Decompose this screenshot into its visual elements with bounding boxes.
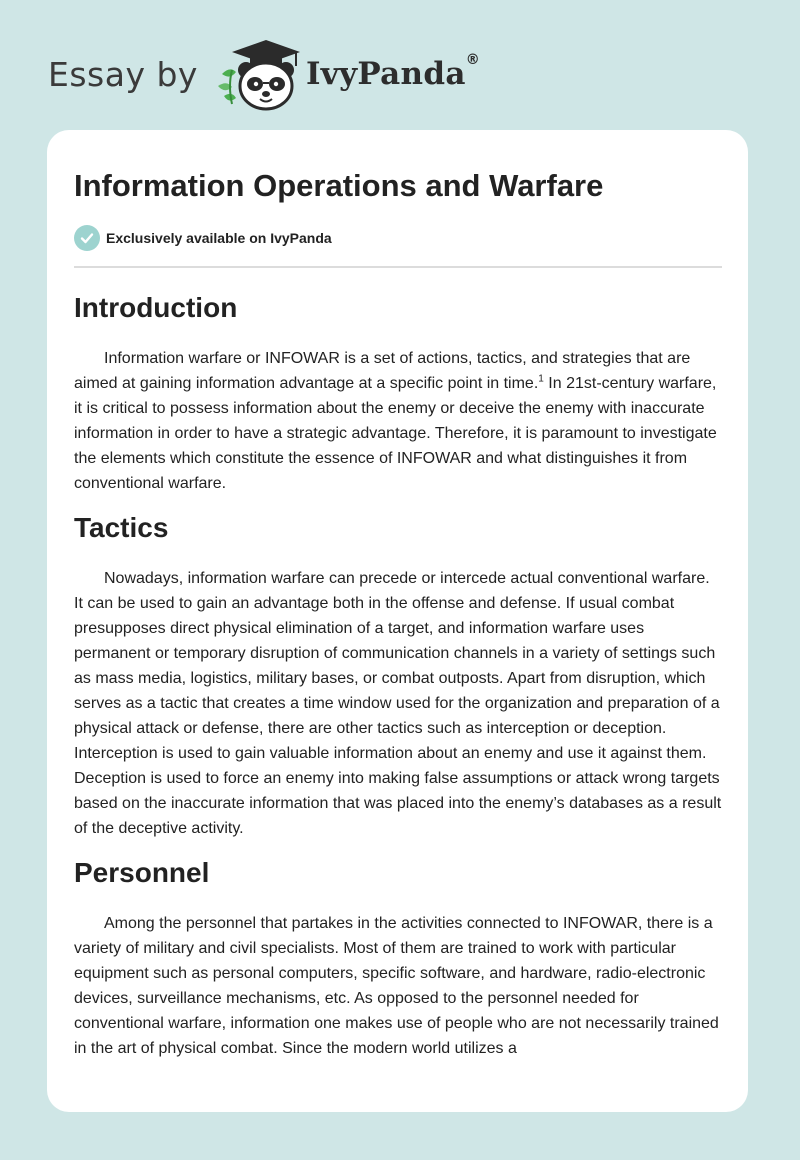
brand-name[interactable] [305, 52, 481, 92]
essay-by-label: Essay by [48, 54, 198, 94]
registered-mark: ® [465, 52, 481, 68]
section-heading-personnel: Personnel [74, 857, 210, 888]
intro-text-part-1: Information warfare or INFOWAR is a set of actions, tactics, and strategies that are aimed at gaining information advantage at a specific point in time. [74, 350, 691, 392]
section-heading-tactics: Tactics [74, 512, 169, 543]
exclusive-badge-text: Exclusively available on IvyPanda [106, 230, 332, 246]
section-paragraph-personnel: Among the personnel that partakes in the activities connected to INFOWAR, there is a variety of military and civil specialists. Most of them are trained to work with particular equipment such as personal computers, specific software, and hardware, radio-electronic devices, surveillance mechanisms, etc. As opposed to the personnel needed for conventional warfare, information one makes use of people who are not necessarily trained in the art of physical combat. Since the modern world utilizes a [74, 915, 719, 1057]
site-header [48, 34, 480, 114]
panda-logo-icon[interactable] [210, 34, 306, 114]
divider [74, 266, 722, 268]
brand-name-text: IvyPanda [305, 56, 466, 92]
essay-title: Information Operations and Warfare [74, 168, 604, 203]
intro-text-part-2: In 21st-century warfare, it is critical to possess information about the enemy or deceive the enemy with inaccurate information in order to have a strategic advantage. Therefore, it is paramount to investigate the elements which constitute the essence of INFOWAR and what distinguishes it from conventional warfare. [74, 375, 717, 492]
section-paragraph-tactics: Nowadays, information warfare can precede or intercede actual conventional warfare. It can be used to gain an advantage both in the offense and defense. If usual combat presupposes direct physical elimination of a target, and information warfare uses permanent or temporary disruption of communication channels in a variety of settings such as mass media, logistics, military bases, or combat outposts. Apart from disruption, which serves as a tactic that creates a time window used for the organization and preparation of a physical attack or defense, there are other tactics such as interception or deception. Interception is used to gain valuable information about an enemy and use it against them. Deception is used to force an enemy into making false assumptions or attack wrong targets based on the inaccurate information that was placed into the enemy’s databases as a result of the deceptive activity. [74, 570, 722, 837]
exclusive-badge [74, 224, 722, 252]
section-heading-introduction: Introduction [74, 292, 238, 323]
check-icon [74, 225, 100, 251]
section-paragraph-introduction [74, 346, 722, 496]
essay-card [47, 130, 748, 1112]
footnote-ref[interactable]: 1 [538, 373, 544, 385]
